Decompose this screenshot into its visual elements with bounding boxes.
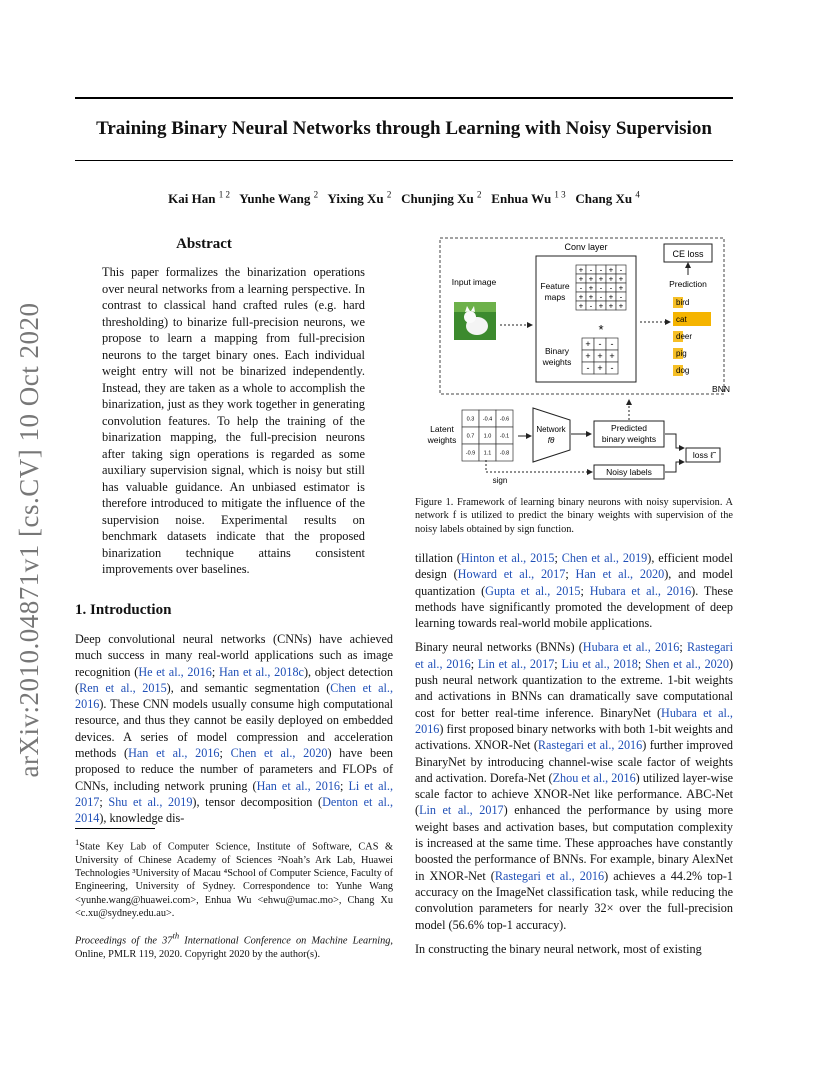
network-trapezoid (533, 408, 570, 462)
label-prediction: Prediction (669, 279, 707, 289)
prediction-class-label: pig (676, 349, 687, 358)
author-name: Chunjing Xu $^2$ (401, 190, 482, 207)
author-name: Yixing Xu $^2$ (327, 190, 392, 207)
label-conv-star: * (598, 322, 604, 337)
latent-weight-value: -0.9 (465, 450, 476, 457)
title-bottom-rule (75, 160, 733, 161)
prediction-class-label: cat (676, 315, 687, 324)
binary-weight-value: - (586, 363, 590, 374)
label-feature-maps: Feature (540, 281, 570, 291)
caption-text: Framework of learning binary neurons with noisy supervision. A network f is utilized to predict the binary weights with supervision of the noisy labels obtained by sign function. (415, 497, 733, 535)
feature-map-value: + (608, 292, 614, 302)
citation-link[interactable]: Chen et al., 2020 (230, 746, 328, 761)
binary-weight-grid (582, 338, 618, 374)
feature-map-value: + (608, 301, 614, 311)
latent-weight-value: 1.1 (483, 450, 492, 457)
prediction-class-label: deer (676, 332, 693, 341)
feature-map-value: - (619, 292, 623, 302)
right-column-text (415, 550, 733, 965)
feature-map-value: - (589, 265, 593, 275)
label-input-image: Input image (451, 277, 497, 287)
latent-weight-value: -0.6 (499, 416, 510, 423)
right-paragraph-3: In constructing the binary neural network, most of existing (415, 941, 702, 956)
footnote-mark: 1 (75, 837, 80, 847)
citation-link[interactable]: Lin et al., 2017 (477, 656, 555, 671)
abstract-heading: Abstract (176, 236, 232, 252)
label-loss: loss ℓ̃ (692, 450, 714, 460)
binary-weight-value: + (609, 351, 615, 362)
citation-link[interactable]: Denton et al., 2014 (75, 794, 393, 826)
right-paragraph-2: Binary neural networks (BNNs) (Hubara et al., 2016; Rastegari et al., 2016; Lin et al., 2017; Liu et al., 2018; Shen et al., 2020) push neural network quantization to the extreme. 1-bit weights and activations in BNNs can dramatically save computational cost for better real-time inference. BinaryNet (Hubara et al., 2016) first proposed binary networks with both 1-bit weights and activations. XNOR-Net (Rastegari et al., 2016) further improved BinaryNet by introducing channel-wise scale factor of weights and activation. Dorefa-Net (Zhou et al., 2016) utilized layer-wise scale factor to achieve XNOR-Net like performance. ABC-Net (Lin et al., 2017) enhanced the performance by using more weight bases and activation bases, but computation complexity is increased at the same time. These approaches have constantly boosted the performance of BNNs. For example, binary AlexNet in XNOR-Net (Rastegari et al., 2016) achieves a 44.2% top-1 accuracy on the ImageNet classification task, while reducing the convolution parameters for nearly 32× over the full-precision model (56.6% top-1 accuracy). (415, 640, 734, 932)
feature-map-value: + (588, 283, 594, 293)
label-network-f: fθ (547, 436, 555, 445)
author-name: Yunhe Wang $^2$ (239, 190, 319, 207)
binary-weight-value: + (585, 339, 591, 350)
binary-weight-value: + (585, 351, 591, 362)
citation-link[interactable]: Shen et al., 2020 (645, 656, 729, 671)
paper-title: Training Binary Neural Networks through Learning with Noisy Supervision (96, 118, 712, 139)
label-noisy-labels: Noisy labels (606, 467, 652, 477)
citation-link[interactable]: Li et al., 2017 (75, 778, 394, 809)
proceedings-tail: , Online, PMLR 119, 2020. Copyright 2020 by the author(s). (75, 935, 393, 960)
author-name: Enhua Wu $^{1 3}$ (491, 190, 566, 207)
feature-map-value: + (578, 301, 584, 311)
label-predicted: Predicted (611, 423, 647, 433)
label-latent-weights-2: weights (427, 435, 457, 445)
latent-weight-value: -0.1 (499, 433, 510, 440)
citation-link[interactable]: Rastegari et al., 2016 (494, 868, 605, 883)
feature-map-value: + (588, 274, 594, 284)
citation-link[interactable]: Zhou et al., 2016 (552, 770, 636, 785)
feature-map-value: + (608, 265, 614, 275)
feature-map-value: - (599, 283, 603, 293)
cat-image-icon (454, 302, 496, 340)
label-bnn: BNN (712, 384, 730, 394)
citation-link[interactable]: Hubara et al., 2016 (415, 705, 733, 736)
latent-weight-grid (462, 410, 513, 461)
binary-weight-value: - (610, 363, 614, 374)
citation-link[interactable]: Rastegari et al., 2016 (537, 738, 643, 753)
citation-link[interactable]: Han et al., 2018c (218, 664, 304, 679)
arrow-noisy-to-loss (665, 462, 684, 472)
feature-map-value: - (589, 301, 593, 311)
feature-map-value: + (618, 283, 624, 293)
label-predicted-2: binary weights (601, 434, 657, 444)
arrow-predicted-to-loss (665, 434, 684, 448)
binary-weight-value: - (610, 339, 614, 350)
caption-label: Figure 1. (415, 497, 454, 508)
feature-map-value: + (598, 301, 604, 311)
footnote-rule (75, 828, 155, 829)
proceedings-note (75, 930, 393, 961)
author-name: Kai Han $^{1 2}$ (168, 190, 230, 207)
intro-paragraph: Deep convolutional neural networks (CNNs) have achieved much success in many real-world applications such as image recognition (He et al., 2016; Han et al., 2018c), object detection (Ren et al., 2015), and semantic segmentation (Chen et al., 2016). These CNN models usually consume high computational resource, and thus they cannot be easily deployed on embedded devices. A series of model compression and acceleration methods (Han et al., 2016; Chen et al., 2020) have been proposed to reduce the number of parameters and FLOPs of CNNs, including network pruning (Han et al., 2016; Li et al., 2017; Shu et al., 2019), tensor decomposition (Denton et al., 2014), knowledge dis- (75, 632, 394, 826)
citation-link[interactable]: Liu et al., 2018 (561, 656, 638, 671)
label-binary-weights-2: weights (542, 357, 572, 367)
feature-map-value: + (608, 274, 614, 284)
introduction-text (75, 631, 393, 827)
right-paragraph-1: tillation (Hinton et al., 2015; Chen et al., 2019), efficient model design (Howard et al., 2017; Han et al., 2020), and model quantization (Gupta et al., 2015; Hubara et al., 2016). These methods have significantly promoted the development of deep learning towards real-world mobile applications. (415, 551, 734, 631)
citation-link[interactable]: Han et al., 2016 (256, 778, 341, 793)
label-network: Network (536, 425, 566, 434)
citation-link[interactable]: Gupta et al., 2015 (485, 583, 581, 598)
label-binary-weights: Binary (544, 346, 570, 356)
author-affiliation: 1 2 (218, 190, 230, 200)
framework-figure (414, 232, 734, 487)
label-feature-maps-2: maps (544, 292, 566, 302)
citation-link[interactable]: Han et al., 2016 (128, 746, 220, 761)
latent-weight-value: -0.8 (499, 450, 510, 457)
feature-map-grid (576, 265, 626, 310)
feature-map-value: - (619, 265, 623, 275)
author-affiliation: 1 3 (554, 190, 566, 200)
top-rule (75, 97, 733, 99)
feature-map-value: + (598, 274, 604, 284)
feature-map-value: + (588, 292, 594, 302)
latent-weight-value: 1.0 (483, 433, 492, 440)
abstract-paragraph: This paper formalizes the binarization operations over neural networks from a learning perspective. In contrast to classical hand crafted rules (e.g. hard thresholding) to binarize full-precision neurons, we propose to learn a mapping from full-precision neurons to the target binary ones. Each individual weight entry will not be binarized independently. Instead, they are taken as a whole to accomplish the binarization, just as they work together in generating convolution features. To help the training of the binarization mapping, the full-precision neurons after taking sign operations is regarded as some auxiliary supervision signal, which is noisy but still has valuable guidance. An unbiased estimator is therefore introduced to mitigate the influence of the supervision noise. Experimental results on benchmark datasets indicate that the proposed binarization technique attains consistent improvements over baselines. (102, 265, 365, 576)
feature-map-value: - (579, 283, 583, 293)
arxiv-identifier[interactable]: arXiv:2010.04871v1 [cs.CV] 10 Oct 2020 (14, 302, 44, 778)
author-list (75, 190, 733, 207)
label-latent-weights: Latent (430, 424, 454, 434)
proceedings-sup: th (172, 931, 180, 941)
label-ce-loss: CE loss (672, 249, 704, 259)
feature-map-value: + (578, 274, 584, 284)
citation-link[interactable]: Chen et al., 2019 (561, 551, 648, 565)
citation-link[interactable]: Howard et al., 2017 (457, 567, 566, 582)
latent-weight-value: 0.3 (466, 416, 475, 423)
arrow-sign (486, 460, 592, 472)
citation-link[interactable]: Lin et al., 2017 (419, 803, 504, 818)
author-affiliation: 2 (477, 190, 482, 200)
feature-map-value: + (578, 265, 584, 275)
author-affiliation: 4 (635, 190, 640, 200)
binary-weight-value: + (597, 363, 603, 374)
feature-map-value: + (618, 301, 624, 311)
label-conv-layer: Conv layer (564, 242, 608, 252)
label-sign: sign (492, 476, 508, 485)
citation-link[interactable]: Hinton et al., 2015 (460, 551, 555, 565)
citation-link[interactable]: Chen et al., 2016 (75, 680, 393, 712)
proceedings-conference: International Conference on Machine Learning (179, 935, 391, 947)
binary-weight-value: - (598, 339, 602, 350)
citation-link[interactable]: He et al., 2016 (138, 664, 212, 679)
citation-link[interactable]: Hubara et al., 2016 (582, 640, 680, 655)
feature-map-value: - (599, 292, 603, 302)
section-heading-introduction: 1. Introduction (75, 602, 172, 618)
prediction-class-label: bird (676, 298, 690, 307)
feature-map-value: - (609, 283, 613, 293)
citation-link[interactable]: Rastegari et al., 2016 (415, 640, 733, 671)
citation-link[interactable]: Shu et al., 2019 (108, 794, 193, 809)
citation-link[interactable]: Ren et al., 2015 (79, 680, 167, 695)
footnote-text: State Key Lab of Computer Science, Institute of Software, CAS & University of Chinese Academy of Sciences ²Noah’s Ark Lab, Huawei Technologies ³University of Macau ⁴School of Computer Science, Faculty of Engineering, University of Sydney. Correspondence to: Yunhe Wang <yunhe.wang@huawei.com>, Enhua Wu <ehwu@umac.mo>, Chang Xu <c.xu@sydney.edu.au>. (75, 841, 393, 919)
citation-link[interactable]: Han et al., 2020 (575, 567, 665, 582)
author-name: Chang Xu $^4$ (575, 190, 640, 207)
prediction-class-list (673, 297, 711, 376)
latent-weight-value: 0.7 (466, 433, 475, 440)
figure-caption (415, 496, 733, 536)
proceedings-lead: Proceedings of the 37 (75, 935, 173, 947)
abstract-text (102, 264, 365, 578)
citation-link[interactable]: Hubara et al., 2016 (589, 583, 692, 598)
feature-map-value: - (599, 265, 603, 275)
affiliation-footnote (75, 836, 393, 920)
latent-weight-value: -0.4 (482, 416, 493, 423)
binary-weight-value: + (597, 351, 603, 362)
feature-map-value: + (618, 274, 624, 284)
author-affiliation: 2 (313, 190, 319, 200)
prediction-class-label: dog (676, 366, 690, 375)
feature-map-value: + (578, 292, 584, 302)
author-affiliation: 2 (386, 190, 392, 200)
